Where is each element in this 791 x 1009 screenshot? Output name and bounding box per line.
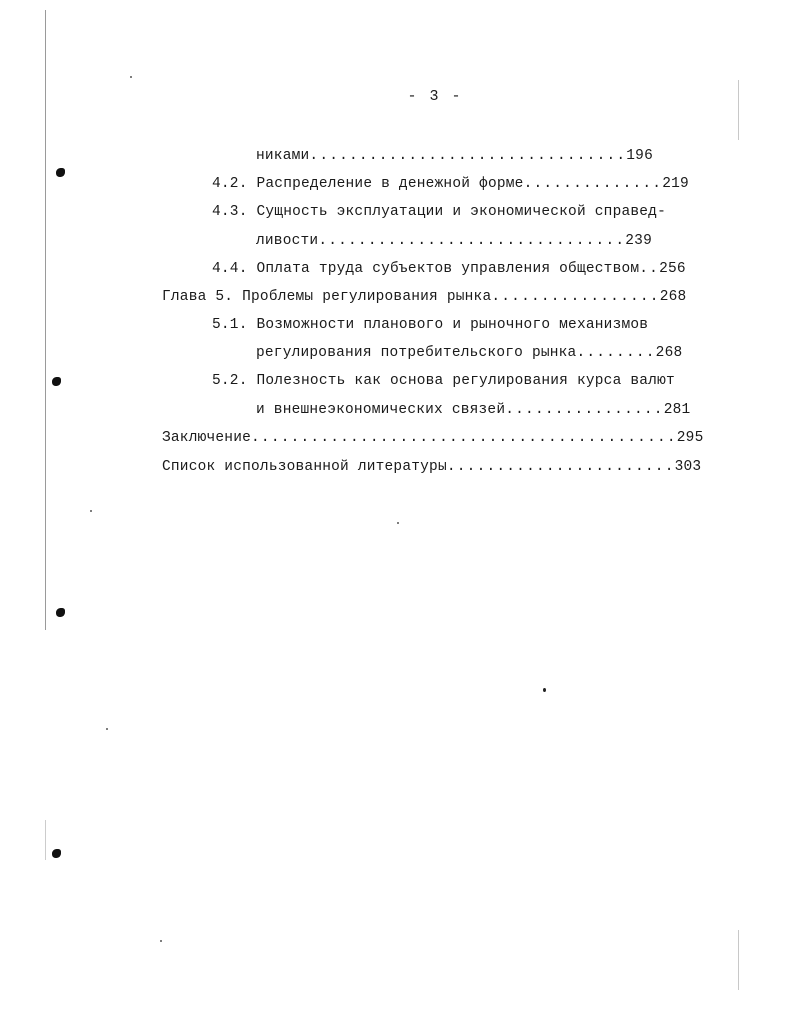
- toc-page-number: 196: [626, 148, 653, 164]
- scan-speck: [90, 510, 92, 512]
- binding-edge-line-lower: [45, 820, 46, 860]
- toc-page-number: 268: [659, 289, 687, 305]
- scan-speck: [543, 688, 546, 692]
- toc-page-number: 268: [655, 345, 683, 361]
- punch-hole-mark: [52, 849, 61, 858]
- toc-entry: [256, 231, 652, 251]
- toc-entry-title: ливости: [256, 233, 319, 249]
- scan-speck: [397, 522, 399, 524]
- toc-page-number: 239: [625, 233, 652, 249]
- toc-entry: [162, 287, 686, 307]
- scan-speck: [106, 728, 108, 730]
- toc-entry-title: Список использованной литературы: [162, 459, 447, 475]
- toc-leader-dots: .................: [491, 289, 660, 305]
- toc-entry: [162, 457, 701, 477]
- toc-leader-dots: ..............: [523, 176, 663, 192]
- toc-entry: [256, 146, 653, 166]
- toc-entry: [212, 371, 675, 391]
- punch-hole-mark: [52, 377, 61, 386]
- toc-page-number: 281: [663, 402, 691, 418]
- toc-entry-title: 5.2. Полезность как основа регулирования курса валют: [212, 373, 675, 389]
- toc-entry-title: никами: [256, 148, 310, 164]
- toc-entry-title: 4.3. Сущность эксплуатации и экономической справед-: [212, 204, 666, 220]
- toc-entry-title: 5.1. Возможности планового и рыночного механизмов: [212, 317, 649, 333]
- page-number: - 3 -: [407, 88, 463, 105]
- toc-leader-dots: ........: [576, 345, 656, 361]
- toc-entry: [212, 202, 666, 222]
- toc-entry: [256, 400, 690, 420]
- toc-leader-dots: .......................: [446, 459, 675, 475]
- toc-page-number: 303: [674, 459, 702, 475]
- punch-hole-mark: [56, 608, 65, 617]
- toc-leader-dots: ..: [639, 261, 660, 277]
- toc-leader-dots: ...........................................: [251, 430, 677, 446]
- scan-speck: [160, 940, 162, 942]
- toc-entry-title: регулирования потребительского рынка: [256, 345, 577, 361]
- toc-entry: [212, 174, 689, 194]
- scan-speck: [130, 76, 132, 78]
- punch-hole-mark: [56, 168, 65, 177]
- toc-entry: [212, 315, 648, 335]
- toc-entry-title: Заключение: [162, 430, 252, 446]
- toc-entry-title: Глава 5. Проблемы регулирования рынка: [162, 289, 492, 305]
- toc-page-number: 256: [659, 261, 686, 277]
- toc-page-number: 219: [662, 176, 689, 192]
- toc-entry: [212, 259, 686, 279]
- toc-leader-dots: ................: [505, 402, 664, 418]
- toc-entry-title: 4.2. Распределение в денежной форме: [212, 176, 524, 192]
- toc-entry: [256, 343, 682, 363]
- toc-leader-dots: ...............................: [318, 233, 626, 249]
- toc-entry-title: и внешнеэкономических связей: [256, 402, 506, 418]
- toc-page-number: 295: [676, 430, 704, 446]
- toc-entry: [162, 428, 704, 448]
- right-edge-line-lower: [738, 930, 739, 990]
- toc-entry-title: 4.4. Оплата труда субъектов управления обществом: [212, 261, 640, 277]
- toc-leader-dots: ................................: [309, 148, 627, 164]
